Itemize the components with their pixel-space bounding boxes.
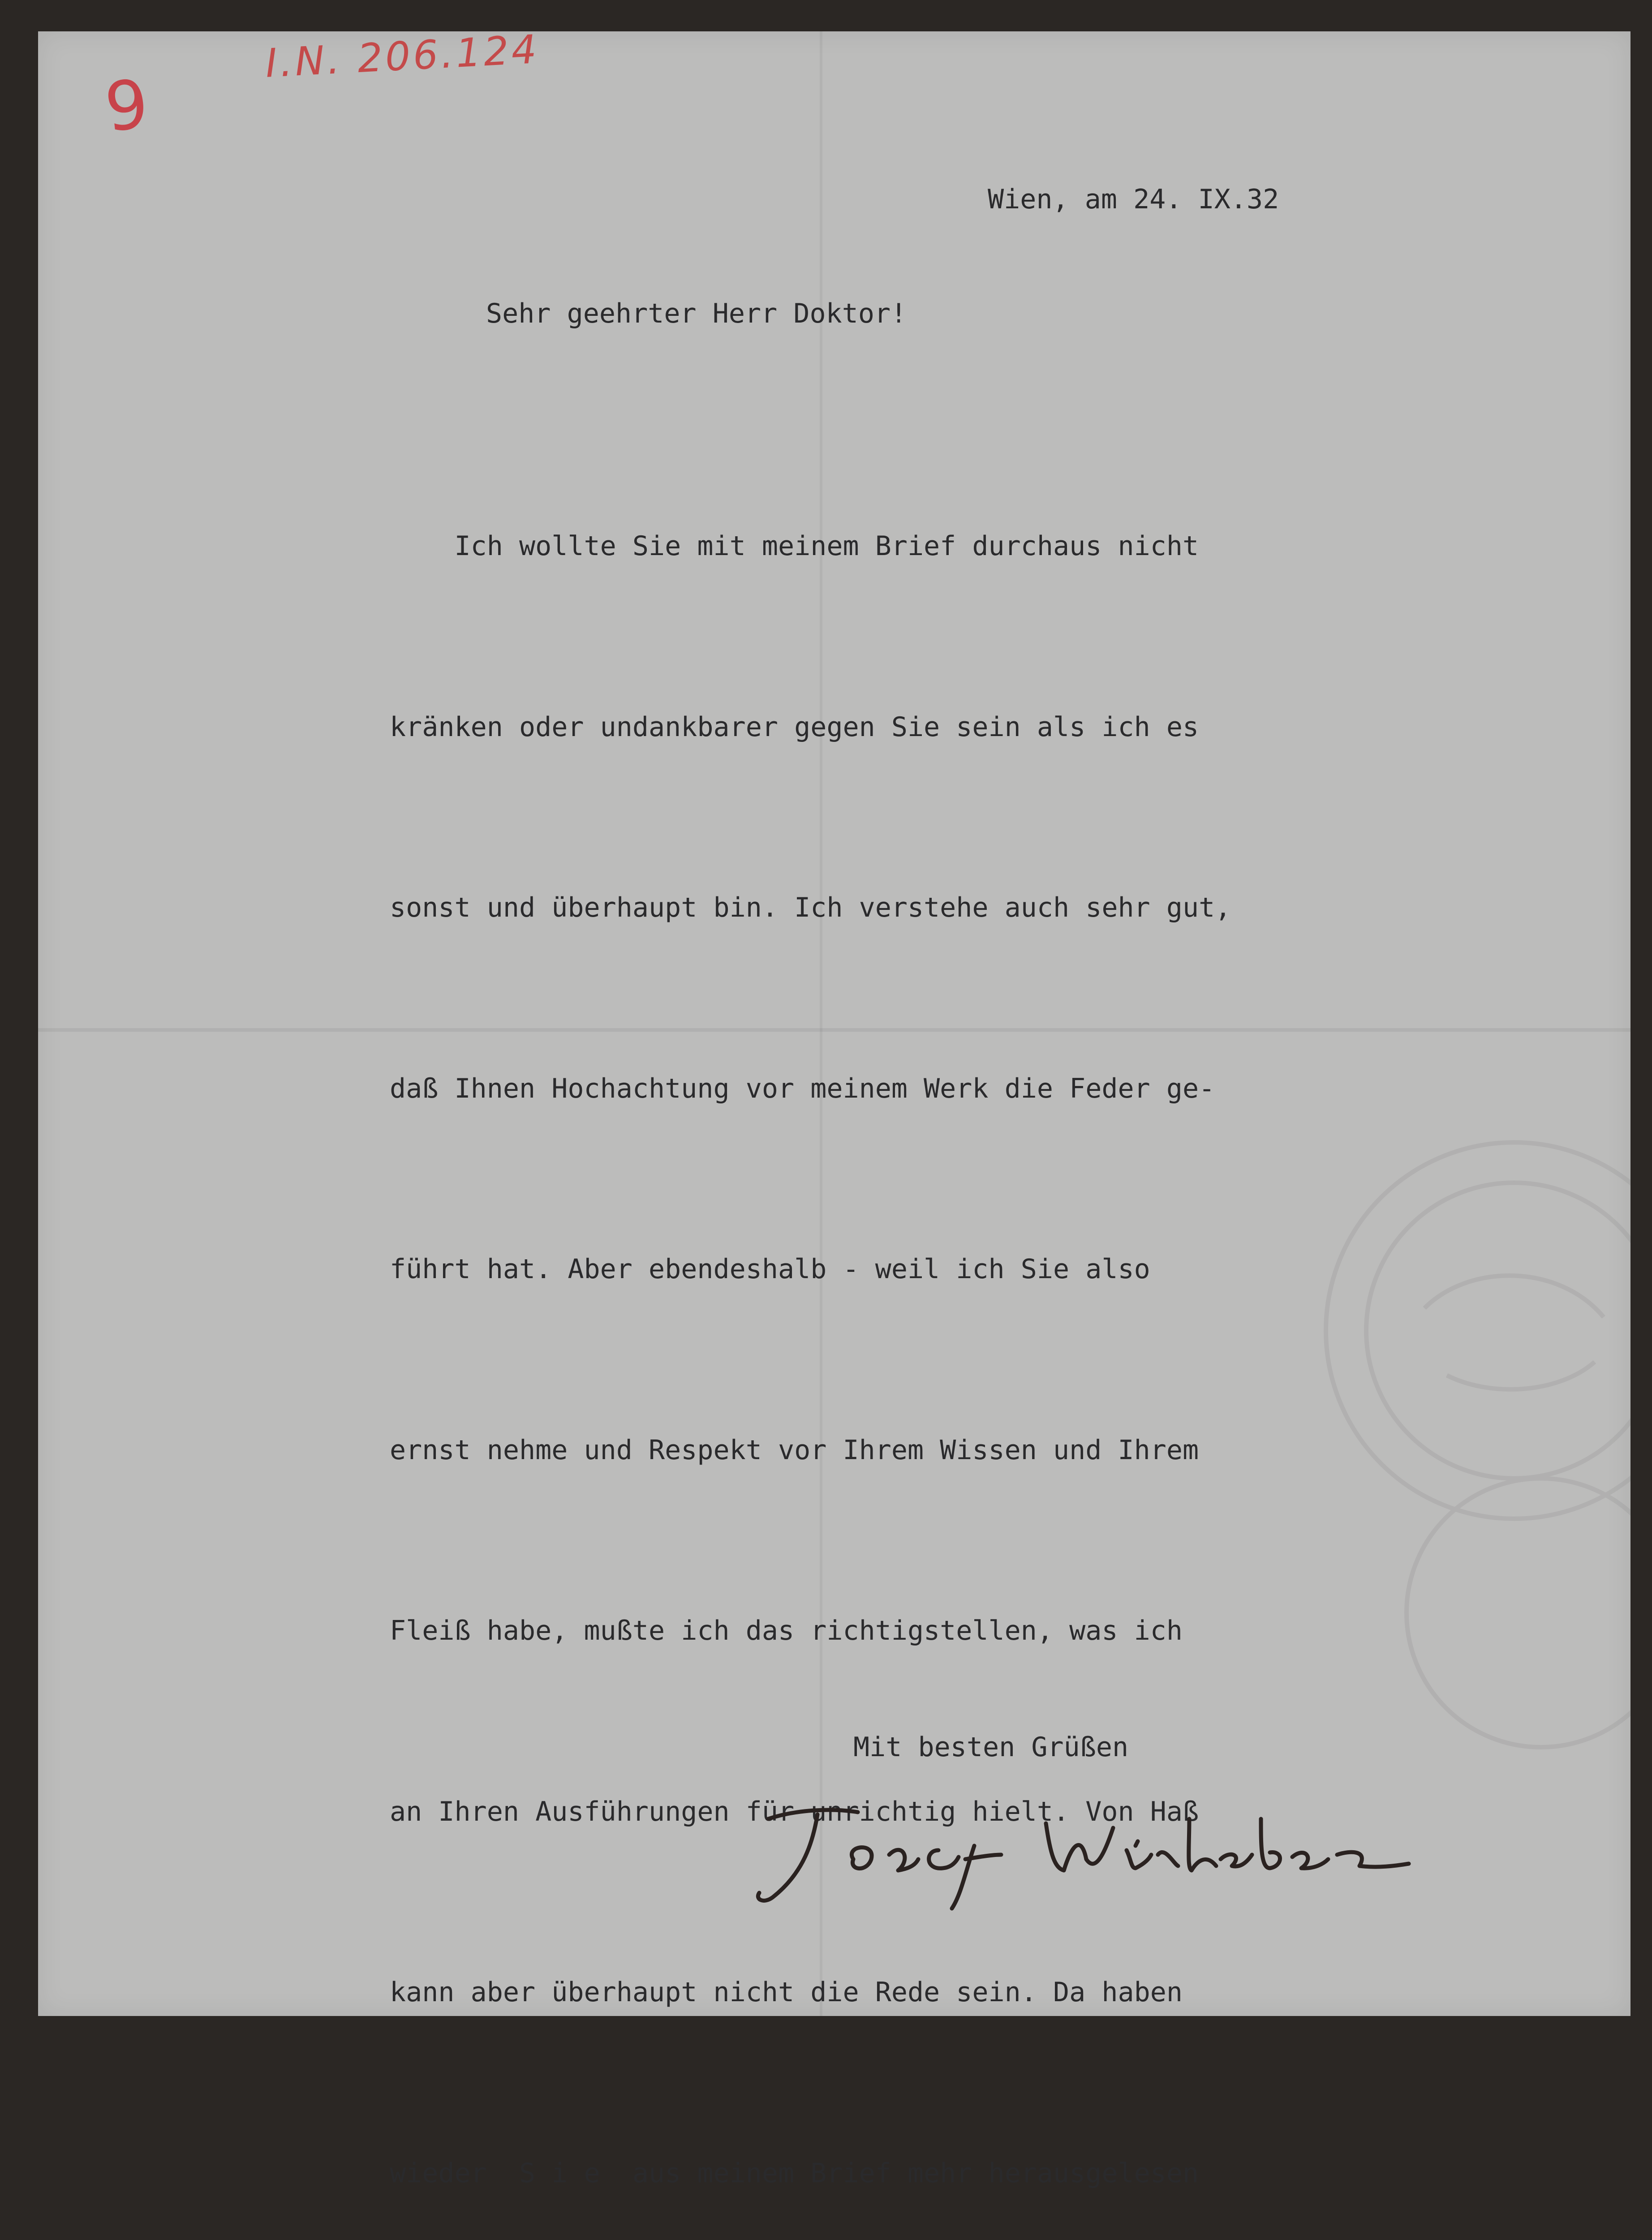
folio-number: 9 [101, 65, 152, 147]
letter-body [390, 396, 1248, 2240]
body-line: sonst und überhaupt bin. Ich verstehe auch sehr gut, [390, 892, 1231, 923]
embossed-seal [1290, 1084, 1630, 1756]
body-line: ernst nehme und Respekt vor Ihrem Wissen und Ihrem [390, 1434, 1199, 1466]
body-line: wieder S i e aus meinem Brief mehr herausgelesen [390, 2157, 1199, 2189]
body-line: führt hat. Aber ebendeshalb - weil ich Sie also [390, 1254, 1150, 1285]
archive-number: I.N. 206.124 [264, 26, 541, 86]
letter-paper [38, 26, 1630, 2189]
body-line: kann aber überhaupt nicht die Rede sein. Da haben [390, 1977, 1183, 2008]
body-line: Ich wollte Sie mit meinem Brief durchaus nicht [390, 530, 1199, 562]
body-line: Fleiß habe, mußte ich das richtigstellen, was ich [390, 1615, 1183, 1646]
body-line: an Ihren Ausführungen für unrichtig hielt. Von Haß [390, 1796, 1199, 1827]
salutation: Sehr geehrter Herr Doktor! [486, 298, 907, 329]
body-line: kränken oder undankbarer gegen Sie sein als ich es [390, 711, 1199, 743]
body-line: daß Ihnen Hochachtung vor meinem Werk die Feder ge- [390, 1073, 1215, 1104]
handwritten-signature [741, 1792, 1413, 1917]
letter-date: Wien, am 24. IX.32 [988, 184, 1279, 215]
closing: Mit besten Grüßen [853, 1732, 1129, 1763]
